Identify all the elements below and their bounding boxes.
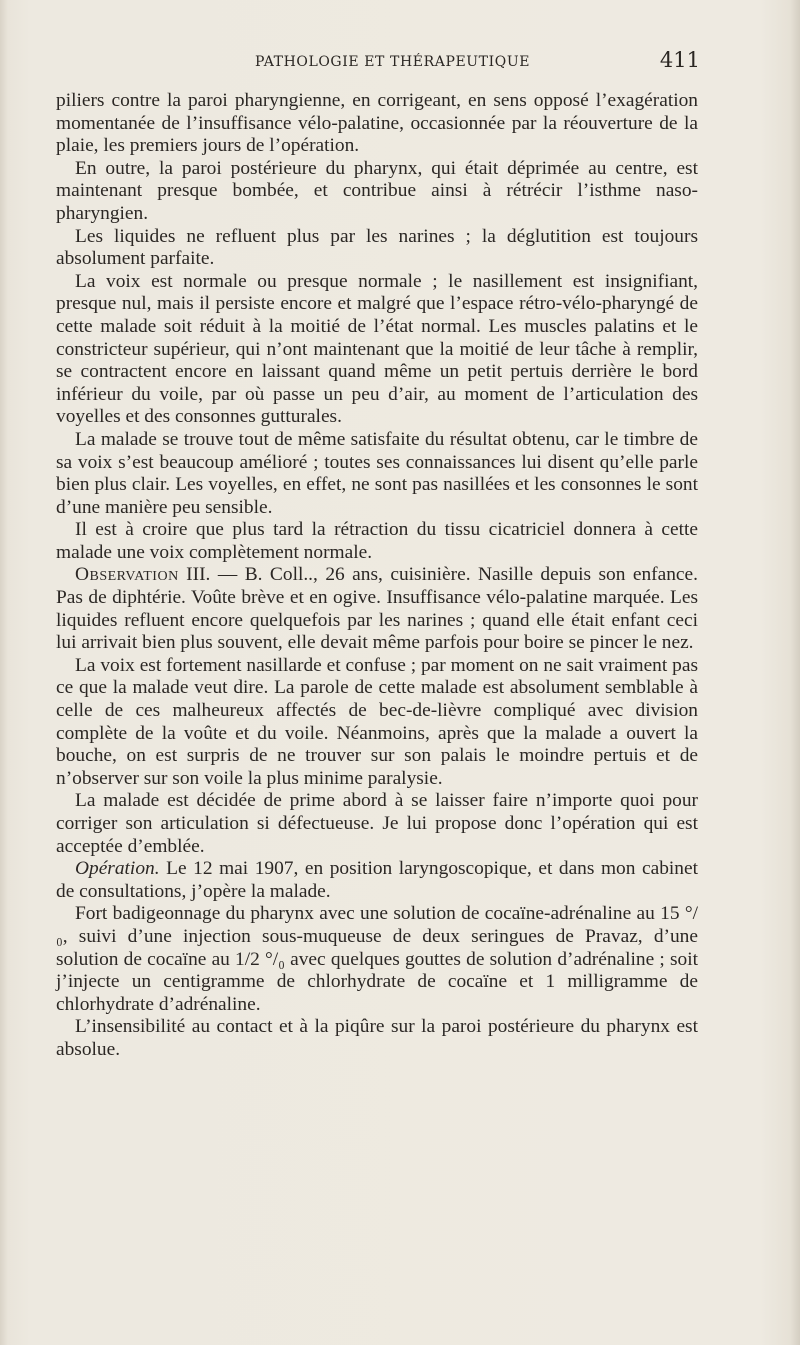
paragraph: L’insensibilité au contact et à la piqûre sur la paroi postérieure du pharynx est absolue. xyxy=(56,1016,698,1060)
paragraph: Il est à croire que plus tard la rétraction du tissu cicatriciel donnera à cette malade une voix complètement normale. xyxy=(56,519,698,563)
observation-paragraph xyxy=(56,564,698,654)
paragraph: Fort badigeonnage du pharynx avec une solution de cocaïne-adrénaline au 15 °/₀, suivi d’une injection sous-muqueuse de deux seringues de Pravaz, d’une solution de cocaïne au 1/2 °/₀ avec quelques gouttes de solution d’adrénaline ; soit j’injecte un centigramme de chlorhydrate de cocaïne et 1 milligramme de chlorhydrate d’adrénaline. xyxy=(56,903,698,1015)
paragraph: En outre, la paroi postérieure du pharynx, qui était déprimée au centre, est maintenant presque bombée, et contribue ainsi à rétrécir l’isthme naso-pharyngien. xyxy=(56,157,698,224)
body-text xyxy=(56,90,698,1062)
running-title: PATHOLOGIE ET THÉRAPEUTIQUE xyxy=(254,54,531,70)
paragraph: La malade se trouve tout de même satisfaite du résultat obtenu, car le timbre de sa voix s’est beaucoup amélioré ; toutes ses connaissances lui disent qu’elle parle bien plus clair. Les voyelles, en effet, ne sont pas nasillées et les consonnes le sont d’une manière peu sensible. xyxy=(56,428,698,518)
paragraph: La voix est fortement nasillarde et confuse ; par moment on ne sait vraiment pas ce que la malade veut dire. La parole de cette malade est absolument semblable à celle de ces malheureux affectés de bec-de-lièvre compliqué avec division complète de la voûte et du voile. Néanmoins, après que la malade a ouvert la bouche, on est surpris de ne trouver sur son palais le moindre pertuis et de n’observer sur son voile la plus minime paralysie. xyxy=(56,654,698,789)
operation-paragraph xyxy=(56,858,698,903)
running-header xyxy=(55,48,700,74)
paragraph: Les liquides ne refluent plus par les narines ; la déglutition est toujours absolument parfaite. xyxy=(56,225,698,270)
page-number: 411 xyxy=(659,48,700,72)
observation-text: III. — B. Coll.., 26 ans, cuisinière. Nasille depuis son enfance. Pas de diphtérie. Voûte brève et en ogive. Insuffisance vélo-palatine marquée. Les liquides refluent encore quelquefois par les narines ; quand elle était enfant ceci lui arrivait bien plus souvent, elle devait même parfois pour boire se pincer le nez. xyxy=(56,564,698,654)
operation-text: Le 12 mai 1907, en position laryngoscopique, et dans mon cabinet de consultations, j’opère la malade. xyxy=(56,858,698,902)
operation-label: Opération. xyxy=(75,858,160,880)
paragraph: piliers contre la paroi pharyngienne, en corrigeant, en sens opposé l’exagération momentanée de l’insuffisance vélo-palatine, occasionnée par la réouverture de la plaie, les premiers jours de l’opération. xyxy=(56,90,698,157)
observation-label: Observation xyxy=(75,564,179,586)
paragraph: La malade est décidée de prime abord à se laisser faire n’importe quoi pour corriger son articulation si défectueuse. Je lui propose donc l’opération qui est acceptée d’emblée. xyxy=(56,790,698,857)
paragraph: La voix est normale ou presque normale ; le nasillement est insignifiant, presque nul, mais il persiste encore et malgré que l’espace rétro-vélo-pharyngé de cette malade soit réduit à la moitié de l’état normal. Les muscles palatins et le constricteur supérieur, qui n’ont maintenant que la moitié de leur tâche à remplir, se contractent encore en laissant quand même un petit pertuis derrière le bord inférieur du voile, par où passe un peu d’air, au moment de l’articulation des voyelles et des consonnes gutturales. xyxy=(56,270,698,428)
